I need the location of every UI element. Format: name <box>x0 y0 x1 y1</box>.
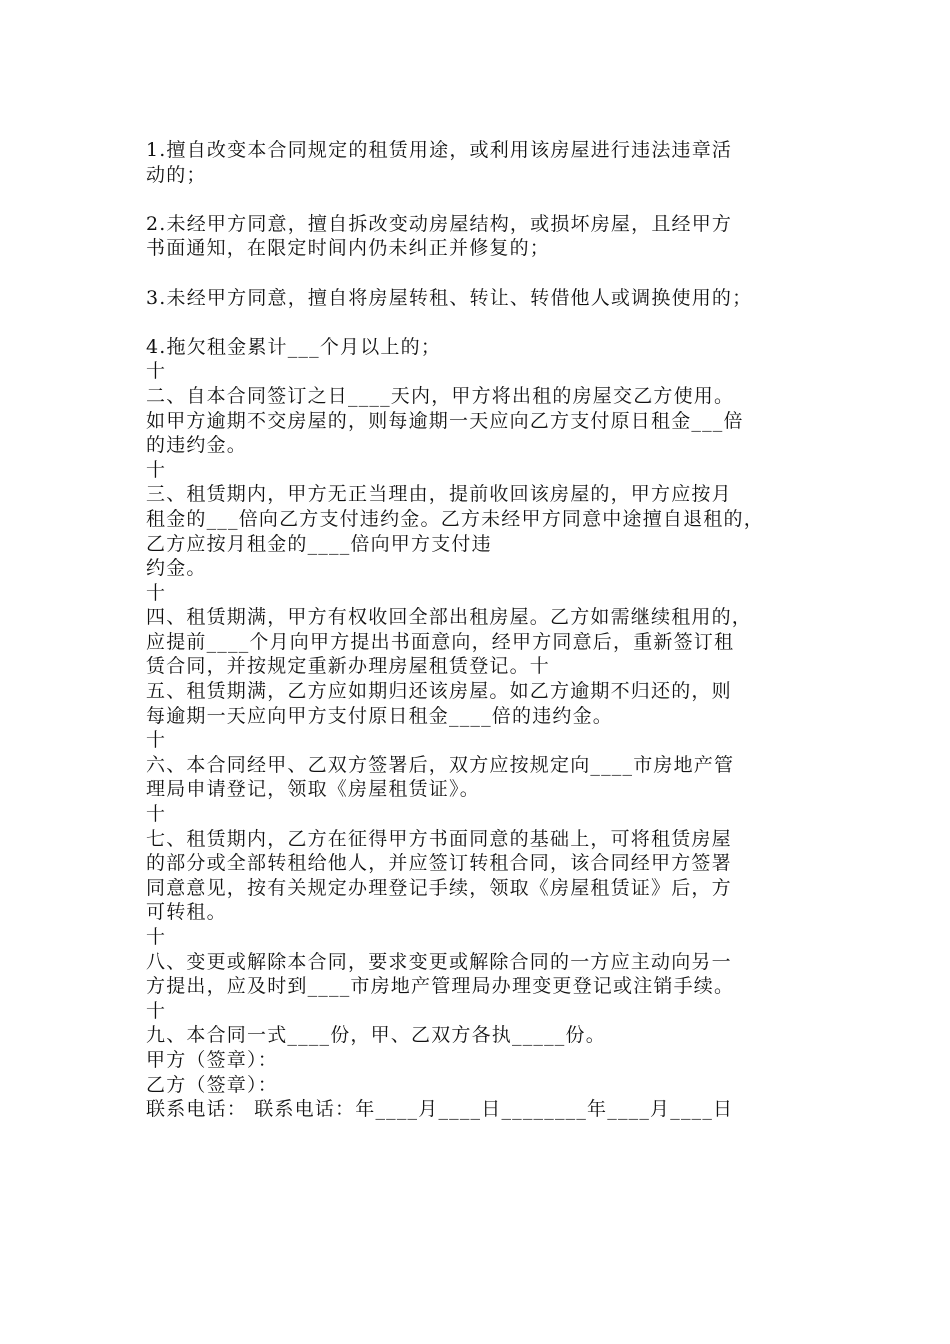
body-line: 十 <box>146 581 167 604</box>
contract-body <box>146 359 814 1121</box>
paragraph-gap <box>146 261 814 286</box>
body-line: 五、租赁期满，乙方应如期归还该房屋。如乙方逾期不归还的，则 <box>146 680 732 703</box>
clause-line: 动的； <box>146 163 207 186</box>
body-line: 乙方应按月租金的____倍向甲方支付违 <box>146 532 492 555</box>
body-line: 赁合同，并按规定重新办理房屋租赁登记。十 <box>146 655 551 678</box>
paragraph-gap <box>146 310 814 335</box>
body-line: 约金。 <box>146 557 207 580</box>
body-line: 十 <box>146 458 167 481</box>
clause-item <box>146 212 814 261</box>
clause-line: 4.拖欠租金累计___个月以上的； <box>146 335 442 358</box>
body-line: 的违约金。 <box>146 434 248 457</box>
signature-line-party-a: 甲方（签章）： <box>146 1048 278 1071</box>
body-line: 的部分或全部转租给他人，并应签订转租合同，该合同经甲方签署 <box>146 852 732 875</box>
clause-item <box>146 335 814 360</box>
body-line: 九、本合同一式____份，甲、乙双方各执_____份。 <box>146 1024 606 1047</box>
clause-line: 2.未经甲方同意，擅自拆改变动房屋结构，或损坏房屋，且经甲方 <box>146 212 733 235</box>
body-line: 同意意见，按有关规定办理登记手续，领取《房屋租赁证》后，方 <box>146 876 732 899</box>
signature-line-party-b: 乙方（签章）： <box>146 1073 278 1096</box>
body-line: 理局申请登记，领取《房屋租赁证》。 <box>146 778 480 801</box>
contact-date-line: 联系电话： 联系电话：年____月____日________年____月____日 <box>146 1098 734 1121</box>
clause-item <box>146 286 814 311</box>
body-line: 十 <box>146 803 167 826</box>
body-line: 十 <box>146 926 167 948</box>
body-line: 方提出，应及时到____市房地产管理局办理变更登记或注销手续。 <box>146 975 735 998</box>
clause-line: 书面通知，在限定时间内仍未纠正并修复的； <box>146 237 551 260</box>
clause-list <box>146 138 814 359</box>
clause-line: 1.擅自改变本合同规定的租赁用途，或利用该房屋进行违法违章活 <box>146 139 733 161</box>
clause-line: 3.未经甲方同意，擅自将房屋转租、转让、转借他人或调换使用的； <box>146 286 753 309</box>
body-line: 应提前____个月向甲方提出书面意向，经甲方同意后，重新签订租 <box>146 630 735 653</box>
body-line: 三、租赁期内，甲方无正当理由，提前收回该房屋的，甲方应按月 <box>146 483 732 506</box>
clause-item <box>146 138 814 187</box>
body-line: 六、本合同经甲、乙双方签署后，双方应按规定向____市房地产管 <box>146 753 735 776</box>
paragraph-gap <box>146 187 814 212</box>
body-line: 十 <box>146 999 167 1022</box>
body-line: 四、租赁期满，甲方有权收回全部出租房屋。乙方如需继续租用的， <box>146 606 753 629</box>
body-line: 七、租赁期内，乙方在征得甲方书面同意的基础上，可将租赁房屋 <box>146 827 732 850</box>
contract-page <box>146 138 814 1122</box>
body-line: 可转租。 <box>146 901 227 924</box>
body-line: 十 <box>146 360 167 383</box>
body-line: 租金的___倍向乙方支付违约金。乙方未经甲方同意中途擅自退租的， <box>146 507 764 530</box>
body-line: 八、变更或解除本合同，要求变更或解除合同的一方应主动向另一 <box>146 950 732 973</box>
body-line: 每逾期一天应向甲方支付原日租金____倍的违约金。 <box>146 704 614 727</box>
body-line: 如甲方逾期不交房屋的，则每逾期一天应向乙方支付原日租金___倍 <box>146 409 744 432</box>
body-line: 十 <box>146 729 167 752</box>
body-line: 二、自本合同签订之日____天内，甲方将出租的房屋交乙方使用。 <box>146 384 735 407</box>
